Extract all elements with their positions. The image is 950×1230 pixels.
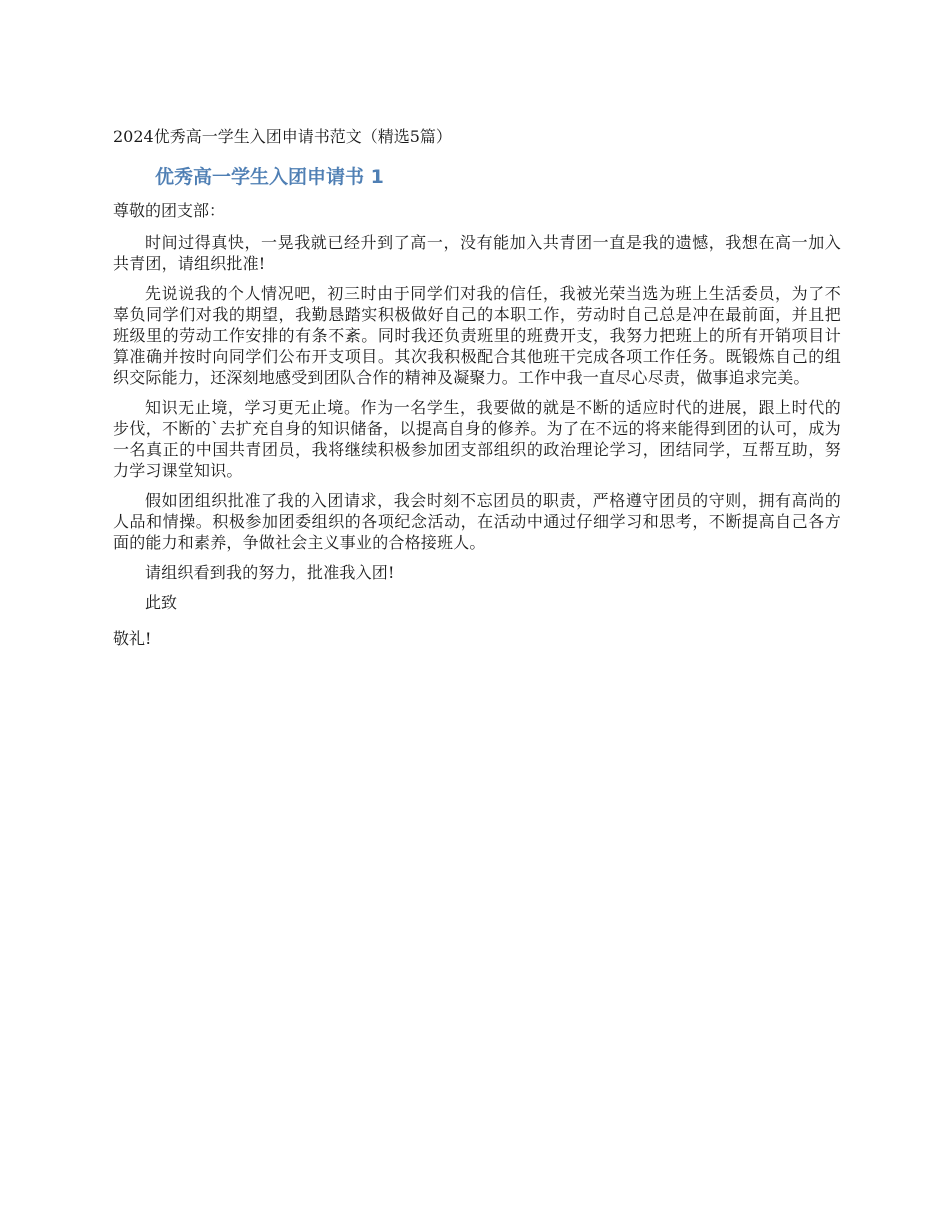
document-page [113,120,841,650]
paragraph-3: 知识无止境，学习更无止境。作为一名学生，我要做的就是不断的适应时代的进展，跟上时代的步伐，不断的`去扩充自身的知识储备，以提高自身的修养。为了在不远的将来能得到团的认可，成为一名真正的中国共青团员，我将继续积极参加团支部组织的政治理论学习，团结同学，互帮互助，努力学习课堂知识。 [113,398,841,480]
paragraph-2: 先说说我的个人情况吧，初三时由于同学们对我的信任，我被光荣当选为班上生活委员，为了不辜负同学们对我的期望，我勤恳踏实积极做好自己的本职工作，劳动时自己总是冲在最前面，并且把班级里的劳动工作安排的有条不紊。同时我还负责班里的班费开支，我努力把班上的所有开销项目计算准确并按时向同学们公布开支项目。其次我积极配合其他班干完成各项工作任务。既锻炼自己的组织交际能力，还深刻地感受到团队合作的精神及凝聚力。工作中我一直尽心尽责，做事追求完美。 [113,284,841,387]
letter-heading: 优秀高一学生入团申请书 1 [155,166,384,188]
closing: 此致 [145,593,178,612]
paragraph-5: 请组织看到我的努力，批准我入团! [145,563,395,582]
regards: 敬礼! [113,629,152,648]
salutation: 尊敬的团支部： [113,201,226,220]
paragraph-1: 时间过得真快，一晃我就已经升到了高一，没有能加入共青团一直是我的遗憾，我想在高一加入共青团，请组织批准! [113,233,841,273]
document-title: 2024优秀高一学生入团申请书范文（精选5篇） [113,127,452,146]
paragraph-4: 假如团组织批准了我的入团请求，我会时刻不忘团员的职责，严格遵守团员的守则，拥有高尚的人品和情操。积极参加团委组织的各项纪念活动，在活动中通过仔细学习和思考，不断提高自己各方面的能力和素养，争做社会主义事业的合格接班人。 [113,491,841,552]
